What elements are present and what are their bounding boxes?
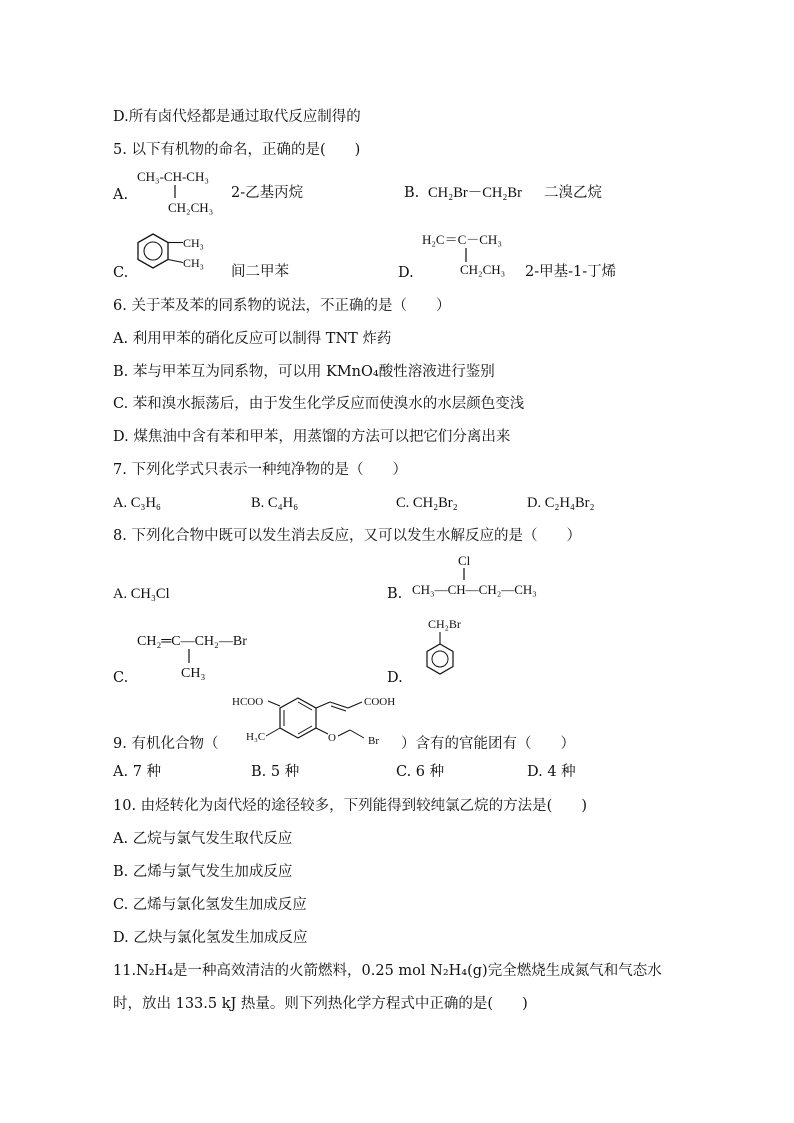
q9-bond-vinyl-1: [316, 702, 330, 708]
q5-option-b-name: 二溴乙烷: [544, 185, 602, 201]
q5-option-b-formula: CH₂Br－CH₂Br: [428, 185, 522, 201]
q5-d-formula-bottom: CH₂CH₃: [460, 262, 506, 277]
q7-option-b: B. C₄H₆: [251, 495, 299, 511]
q9-bond-o: [316, 728, 328, 734]
q9-bond-br: [350, 730, 364, 738]
q10-option-c: C. 乙烯与氯化氢发生加成反应: [113, 897, 307, 913]
q8-c-chain: CH₂═C—CH₂—Br: [137, 634, 247, 649]
q5-c-sub1: CH₃: [183, 236, 204, 250]
q9-benzene-ring: [280, 698, 316, 738]
q5-c-sub2: CH₃: [183, 256, 204, 270]
q5-option-d-letter: D.: [398, 265, 414, 281]
q5-option-a-structure: [135, 165, 230, 217]
q6-option-d: D. 煤焦油中含有苯和甲苯，用蒸馏的方法可以把它们分离出来: [113, 429, 511, 445]
q7-option-d: D. C₂H₄Br₂: [527, 495, 595, 511]
q9-option-c: C. 6 种: [396, 764, 445, 780]
q9-bond-h3c: [266, 728, 280, 736]
q9-bond-ch2: [338, 730, 350, 736]
q8-b-cl: Cl: [458, 553, 471, 568]
q9-br: Br: [368, 735, 379, 747]
q9-stem-post: ）含有的官能团有（ ）: [401, 736, 575, 752]
q5-option-c-letter: C.: [113, 265, 129, 281]
q8-option-c-letter: C.: [113, 670, 129, 686]
q8-option-d-letter: D.: [387, 670, 403, 686]
q10-option-a: A. 乙烷与氯气发生取代反应: [113, 831, 293, 847]
q8-d-benzene-ring: [427, 644, 453, 674]
q7-option-a: A. C₃H₆: [113, 495, 161, 511]
c-bond-2: [168, 260, 183, 263]
q8-option-d-structure: [412, 614, 492, 686]
q6-option-a: A. 利用甲苯的硝化反应可以制得 TNT 炸药: [113, 331, 392, 347]
q9-bond-cooh: [348, 702, 362, 708]
q8-d-aromatic-circle: [432, 651, 448, 667]
q9-hcoo: HCOO: [232, 696, 264, 708]
q8-option-b-structure: [410, 550, 580, 600]
q9-structure: [230, 688, 410, 753]
q8-option-b-letter: B.: [387, 586, 403, 602]
q5-option-c-name: 间二甲苯: [231, 264, 289, 280]
q9-inner-bond-2: [298, 726, 312, 734]
q5-option-c-structure: [133, 230, 223, 276]
q8-option-c-structure: [135, 626, 285, 682]
q5-a-formula-bottom: CH₂CH₃: [168, 200, 214, 215]
q6-option-c: C. 苯和溴水振荡后，由于发生化学反应而使溴水的水层颜色变浅: [113, 396, 525, 412]
q11-line1: 11.N₂H₄是一种高效清洁的火箭燃料，0.25 mol N₂H₄(g)完全燃烧生成氮气和气态水: [113, 963, 662, 979]
q9-bond-vinyl-2: [330, 702, 348, 708]
q9-h3c: H₃C: [246, 731, 266, 743]
q8-stem: 8. 下列化合物中既可以发生消去反应，又可以发生水解反应的是（ ）: [113, 528, 581, 544]
q5-option-a-letter: A.: [113, 187, 129, 203]
q8-d-ch2br: CH₂Br: [428, 617, 461, 631]
q5-stem: 5. 以下有机物的命名，正确的是( ): [113, 142, 361, 158]
q5-option-b-letter: B.: [404, 185, 420, 201]
q9-stem-pre: 9. 有机化合物（: [113, 736, 219, 752]
q8-option-a: A. CH₃Cl: [113, 586, 170, 602]
q11-line2: 时，放出 133.5 kJ 热量。则下列热化学方程式中正确的是( ): [113, 996, 528, 1012]
q5-d-formula-top: H₂C＝C－CH₃: [422, 232, 502, 247]
q9-option-d: D. 4 种: [527, 764, 576, 780]
q9-cooh: COOH: [364, 696, 396, 708]
q5-a-formula-top: CH₃-CH-CH₃: [137, 169, 209, 184]
q9-option-b: B. 5 种: [251, 764, 300, 780]
q7-option-c: C. CH₂Br₂: [396, 495, 458, 511]
q7-stem: 7. 下列化学式只表示一种纯净物的是（ ）: [113, 462, 407, 478]
benzene-ring: [138, 234, 168, 268]
q9-bond-hcoo: [268, 701, 280, 706]
q6-stem: 6. 关于苯及苯的同系物的说法，不正确的是（ ）: [113, 298, 451, 314]
q5-option-a-name: 2-乙基丙烷: [231, 185, 304, 201]
q8-c-ch3: CH₃: [181, 666, 206, 681]
q9-o: O: [328, 732, 336, 744]
q10-stem: 10. 由烃转化为卤代烃的途径较多，下列能得到较纯氯乙烷的方法是( ): [113, 798, 587, 814]
q5-option-d-structure: [420, 228, 520, 280]
q8-b-chain: CH₃—CH—CH₂—CH₃: [412, 582, 537, 597]
q6-option-b: B. 苯与甲苯互为同系物，可以用 KMnO₄酸性溶液进行鉴别: [113, 364, 495, 380]
q10-option-b: B. 乙烯与氯气发生加成反应: [113, 864, 293, 880]
benzene-aromatic-circle: [144, 242, 162, 260]
q5-option-d-name: 2-甲基-1-丁烯: [525, 264, 617, 280]
q9-inner-bond-1: [298, 702, 312, 710]
prev-option-d: D.所有卤代烃都是通过取代反应制得的: [113, 109, 361, 125]
q9-option-a: A. 7 种: [113, 764, 162, 780]
q10-option-d: D. 乙炔与氯化氢发生加成反应: [113, 930, 308, 946]
